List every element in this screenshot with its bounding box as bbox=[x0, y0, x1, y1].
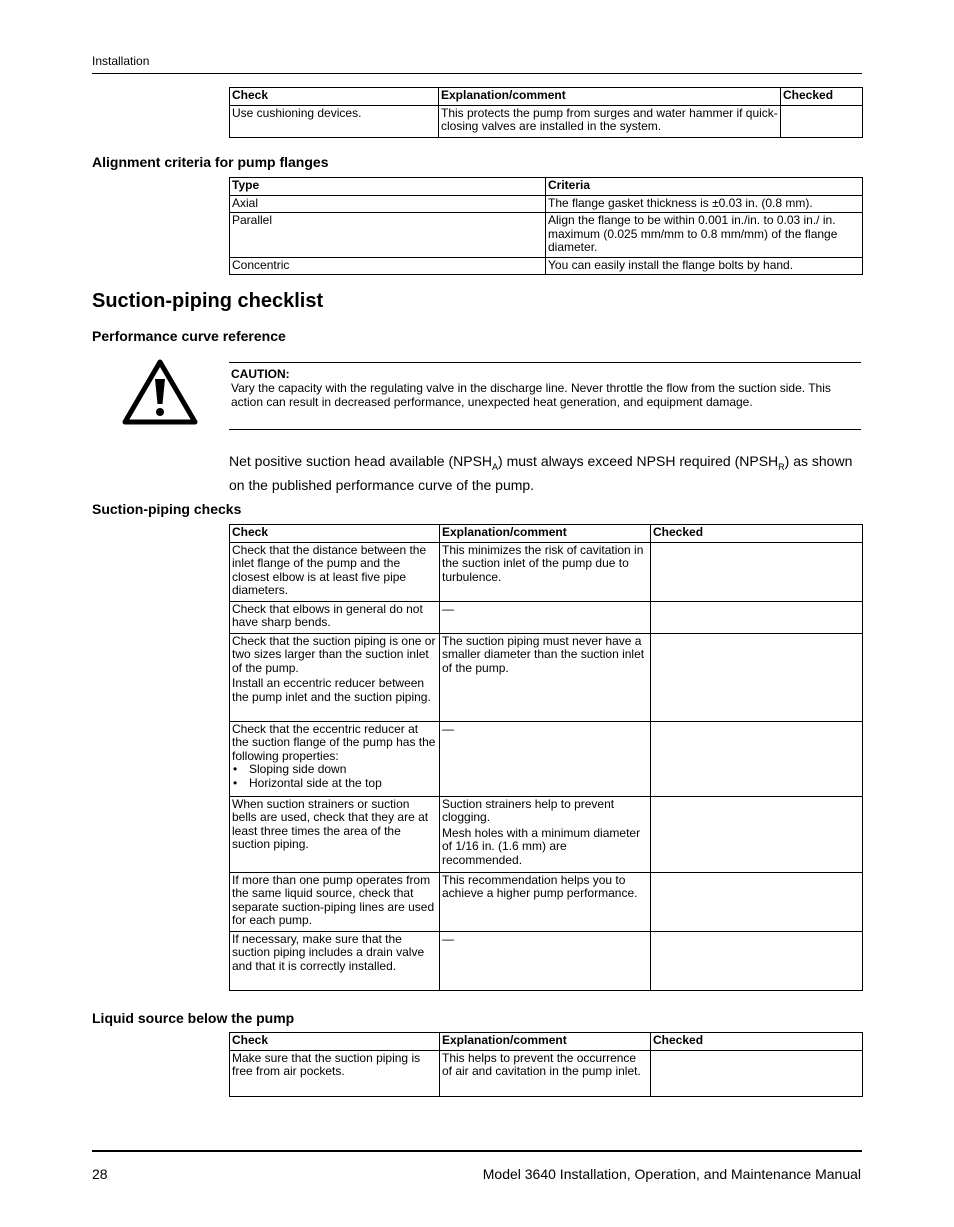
check-cell: Make sure that the suction piping is free from air pockets. bbox=[230, 1050, 440, 1096]
suction-checks-table bbox=[229, 524, 863, 991]
checked-cell bbox=[651, 601, 863, 633]
caution-bottom-rule bbox=[229, 429, 861, 430]
checked-cell bbox=[651, 542, 863, 601]
column-header-check: Check bbox=[230, 525, 440, 543]
npsh-paragraph bbox=[229, 452, 859, 494]
explanation-cell: This protects the pump from surges and water hammer if quick-closing valves are installed in the system. bbox=[439, 105, 781, 137]
type-cell: Axial bbox=[230, 195, 546, 213]
table-row bbox=[230, 601, 863, 633]
criteria-cell: Align the flange to be within 0.001 in./in. to 0.03 in./ in. maximum (0.025 mm/mm to 0.8 mm/mm) of the flange diameter. bbox=[546, 213, 863, 258]
suction-checks-heading: Suction-piping checks bbox=[92, 501, 242, 517]
checked-cell bbox=[651, 872, 863, 931]
table-row bbox=[230, 721, 863, 796]
column-header-checked: Checked bbox=[781, 88, 863, 106]
npsh-text-2: ) must always exceed NPSH required (NPSH bbox=[498, 453, 779, 469]
caution-top-rule bbox=[229, 362, 861, 363]
page-number: 28 bbox=[92, 1166, 108, 1182]
cell-text: — bbox=[442, 601, 454, 616]
running-header: Installation bbox=[92, 54, 150, 68]
list-item: • Sloping side down bbox=[232, 763, 437, 777]
column-header-criteria: Criteria bbox=[546, 178, 863, 196]
caution-notice bbox=[231, 367, 861, 409]
type-cell: Concentric bbox=[230, 257, 546, 275]
table-header-row bbox=[230, 178, 863, 196]
npsh-text-1: Net positive suction head available (NPSH bbox=[229, 453, 493, 469]
alignment-table bbox=[229, 177, 863, 275]
cell-text: — bbox=[442, 721, 454, 736]
explanation-cell bbox=[440, 931, 651, 990]
cell-text: If more than one pump operates from the same liquid source, check that separate suction-piping lines are used for each pump. bbox=[232, 872, 435, 927]
table-row bbox=[230, 542, 863, 601]
footer-rule bbox=[92, 1150, 862, 1152]
cushioning-table bbox=[229, 87, 863, 138]
table-row bbox=[230, 1050, 863, 1096]
cell-text: Install an eccentric reducer between the pump inlet and the suction piping. bbox=[232, 676, 431, 704]
explanation-cell: This helps to prevent the occurrence of air and cavitation in the pump inlet. bbox=[440, 1050, 651, 1096]
cell-text: This recommendation helps you to achieve a higher pump performance. bbox=[442, 872, 638, 900]
table-header-row bbox=[230, 88, 863, 106]
check-cell bbox=[230, 542, 440, 601]
properties-list bbox=[232, 763, 437, 790]
npsh-text-3: ) as shown on the published performance curve of the pump. bbox=[229, 453, 853, 493]
cell-text: Check that the eccentric reducer at the suction flange of the pump has the following properties: bbox=[232, 721, 436, 763]
table-row bbox=[230, 796, 863, 872]
checked-cell bbox=[651, 633, 863, 721]
criteria-cell: You can easily install the flange bolts by hand. bbox=[546, 257, 863, 275]
check-cell bbox=[230, 633, 440, 721]
header-rule bbox=[92, 73, 862, 74]
checked-cell bbox=[651, 1050, 863, 1096]
cell-text: Check that elbows in general do not have sharp bends. bbox=[232, 601, 423, 629]
checked-cell bbox=[651, 931, 863, 990]
check-cell: Use cushioning devices. bbox=[230, 105, 439, 137]
cell-text: The suction piping must never have a smaller diameter than the suction inlet of the pump. bbox=[442, 633, 645, 675]
performance-curve-heading: Performance curve reference bbox=[92, 328, 286, 344]
column-header-checked: Checked bbox=[651, 525, 863, 543]
cell-text: If necessary, make sure that the suction piping includes a drain valve and that it is correctly installed. bbox=[232, 931, 425, 973]
cell-text: Check that the suction piping is one or two sizes larger than the suction inlet of the pump. bbox=[232, 633, 436, 675]
criteria-cell: The flange gasket thickness is ±0.03 in. (0.8 mm). bbox=[546, 195, 863, 213]
checked-cell bbox=[651, 796, 863, 872]
check-cell bbox=[230, 931, 440, 990]
check-cell bbox=[230, 721, 440, 796]
table-row bbox=[230, 257, 863, 275]
suction-checklist-heading: Suction-piping checklist bbox=[92, 290, 324, 312]
explanation-cell bbox=[440, 601, 651, 633]
cell-text: When suction strainers or suction bells are used, check that they are at least three times the area of the suction piping. bbox=[232, 796, 429, 851]
column-header-checked: Checked bbox=[651, 1033, 863, 1051]
alignment-heading: Alignment criteria for pump flanges bbox=[92, 154, 329, 170]
liquid-source-heading: Liquid source below the pump bbox=[92, 1010, 295, 1026]
table-row bbox=[230, 872, 863, 931]
check-cell bbox=[230, 601, 440, 633]
cell-text: This minimizes the risk of cavitation in the suction inlet of the pump due to turbulence. bbox=[442, 542, 644, 584]
column-header-check: Check bbox=[230, 88, 439, 106]
explanation-cell bbox=[440, 542, 651, 601]
cell-text: Suction strainers help to prevent clogging. bbox=[442, 796, 615, 824]
column-header-type: Type bbox=[230, 178, 546, 196]
column-header-check: Check bbox=[230, 1033, 440, 1051]
explanation-cell bbox=[440, 796, 651, 872]
caution-title: CAUTION: bbox=[231, 367, 290, 381]
type-cell: Parallel bbox=[230, 213, 546, 258]
check-cell bbox=[230, 872, 440, 931]
explanation-cell bbox=[440, 633, 651, 721]
npsh-sub-a: A bbox=[492, 461, 499, 472]
checked-cell bbox=[781, 105, 863, 137]
table-row bbox=[230, 633, 863, 721]
table-header-row bbox=[230, 525, 863, 543]
table-row bbox=[230, 105, 863, 137]
table-row bbox=[230, 213, 863, 258]
table-row bbox=[230, 931, 863, 990]
cell-text: Mesh holes with a minimum diameter of 1/16 in. (1.6 mm) are recommended. bbox=[442, 825, 641, 867]
caution-text: Vary the capacity with the regulating valve in the discharge line. Never throttle the flow from the suction side. This action can result in decreased performance, unexpected heat generation, and equipment damage. bbox=[231, 381, 831, 409]
check-cell bbox=[230, 796, 440, 872]
warning-triangle-icon bbox=[122, 359, 198, 425]
explanation-cell bbox=[440, 872, 651, 931]
list-item: • Horizontal side at the top bbox=[232, 777, 437, 791]
checked-cell bbox=[651, 721, 863, 796]
column-header-explanation: Explanation/comment bbox=[439, 88, 781, 106]
manual-title: Model 3640 Installation, Operation, and Maintenance Manual bbox=[482, 1166, 861, 1182]
explanation-cell bbox=[440, 721, 651, 796]
table-header-row bbox=[230, 1033, 863, 1051]
cell-text: Check that the distance between the inlet flange of the pump and the closest elbow is at least five pipe diameters. bbox=[232, 542, 427, 597]
table-row bbox=[230, 195, 863, 213]
liquid-source-table bbox=[229, 1032, 863, 1097]
column-header-explanation: Explanation/comment bbox=[440, 525, 651, 543]
npsh-sub-r: R bbox=[778, 461, 785, 472]
cell-text: — bbox=[442, 931, 454, 946]
column-header-explanation: Explanation/comment bbox=[440, 1033, 651, 1051]
